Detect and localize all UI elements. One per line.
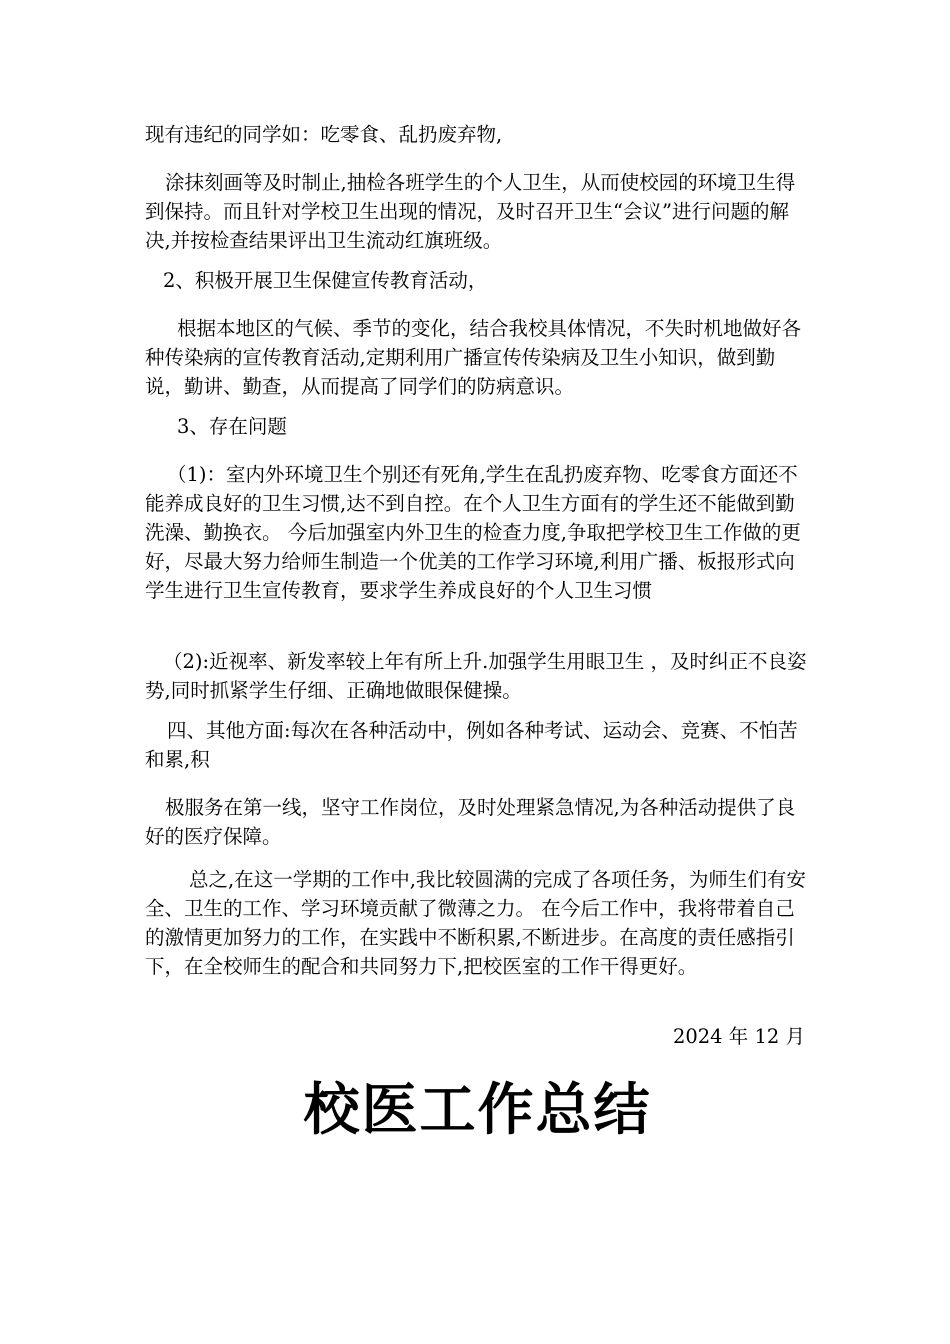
paragraph-problem-2: （2):近视率、新发率较上年有所上升.加强学生用眼卫生 ，及时纠正不良姿势,同时抓紧学生仔细、正确地做眼保健操。 bbox=[145, 650, 807, 702]
paragraph-health-education: 根据本地区的气候、季节的变化，结合我校具体情况，不失时机地做好各种传染病的宣传教育活动,定期利用广播宣传传染病及卫生小知识，做到勤说，勤讲、勤查，从而提高了同学们的防病意识。 bbox=[145, 317, 802, 398]
document-date: 2024 年 12 月 bbox=[672, 1025, 805, 1048]
paragraph-hygiene-checks: 涂抹刻画等及时制止,抽检各班学生的个人卫生，从而使校园的环境卫生得到保持。而且针对学校卫生出现的情况，及时召开卫生“会议”进行问题的解决,并按检查结果评出卫生流动红旗班级。 bbox=[145, 171, 796, 252]
paragraph-violations: 现有违纪的同学如：吃零食、乱扔废弃物, bbox=[145, 123, 503, 146]
paragraph-conclusion: 总之,在这一学期的工作中,我比较圆满的完成了各项任务，为师生们有安全、卫生的工作、学习环境贡献了微薄之力。 在今后工作中，我将带着自己的激情更加努力的工作，在实践中不断积累,不断进步。在高度的责任感指引下，在全校师生的配合和共同努力下,把校医室的工作干得更好。 bbox=[145, 868, 806, 978]
paragraph-heading-2: 2、积极开展卫生保健宣传教育活动， bbox=[163, 269, 488, 292]
paragraph-problem-1: （1)：室内外环境卫生个别还有死角,学生在乱扔废弃物、吃零食方面还不能养成良好的卫生习惯,达不到自控。在个人卫生方面有的学生还不能做到勤洗澡、勤换衣。 今后加强室内外卫生的检查力度,争取把学校卫生工作做的更好，尽最大努力给师生制造一个优美的工作学习环境,利用广播、板报形式向学生进行卫生宣传教育，要求学生养成良好的个人卫生习惯 bbox=[145, 463, 801, 602]
document-title: 校医工作总结 bbox=[303, 1078, 652, 1143]
paragraph-heading-3: 3、存在问题 bbox=[177, 415, 287, 438]
paragraph-medical-support: 极服务在第一线，坚守工作岗位，及时处理紧急情况,为各种活动提供了良好的医疗保障。 bbox=[145, 796, 796, 848]
paragraph-other-aspects: 四、其他方面:每次在各种活动中，例如各种考试、运动会、竞赛、不怕苦和累,积 bbox=[145, 719, 798, 771]
